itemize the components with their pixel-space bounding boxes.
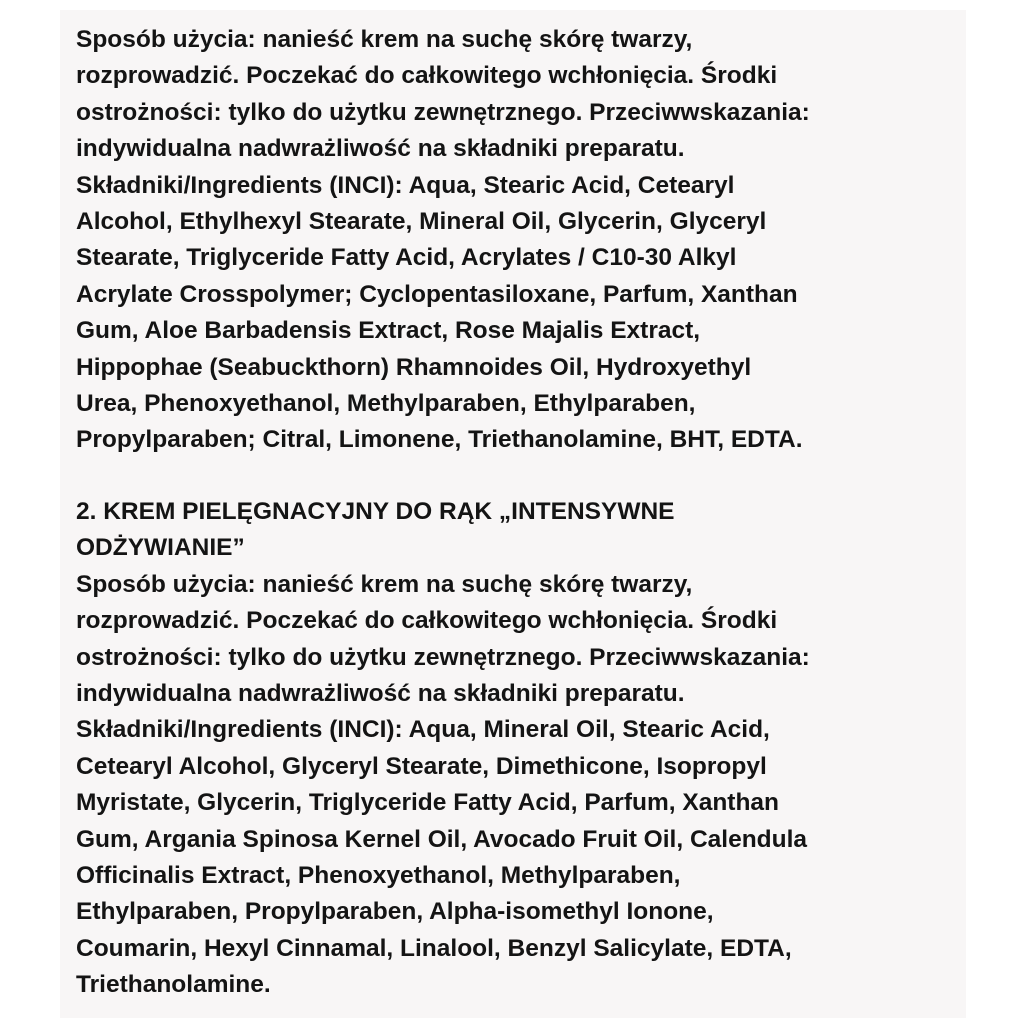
- section-1-line: Składniki/Ingredients (INCI): Aqua, Stearic Acid, Cetearyl: [76, 171, 735, 199]
- product-label: [60, 10, 966, 1018]
- section-1-line: Acrylate Crosspolymer; Cyclopentasiloxane, Parfum, Xanthan: [76, 280, 798, 308]
- section-1-line: Hippophae (Seabuckthorn) Rhamnoides Oil, Hydroxyethyl: [76, 353, 752, 381]
- section-1-line: Urea, Phenoxyethanol, Methylparaben, Ethylparaben,: [76, 389, 696, 417]
- section-1-line: Alcohol, Ethylhexyl Stearate, Mineral Oil, Glycerin, Glyceryl: [76, 207, 767, 235]
- section-1-line: Stearate, Triglyceride Fatty Acid, Acrylates / C10-30 Alkyl: [76, 244, 737, 272]
- section-1-line: indywidualna nadwrażliwość na składniki preparatu.: [76, 135, 685, 163]
- section-2-hand-cream: [76, 494, 956, 1003]
- section-1-line: rozprowadzić. Poczekać do całkowitego wchłonięcia. Środki: [76, 62, 778, 90]
- section-2-line: indywidualna nadwrażliwość na składniki preparatu.: [76, 679, 685, 707]
- section-2-line: Składniki/Ingredients (INCI): Aqua, Mineral Oil, Stearic Acid,: [76, 716, 770, 744]
- section-2-line: Sposób użycia: nanieść krem na suchę skórę twarzy,: [76, 570, 693, 598]
- section-2-line: Officinalis Extract, Phenoxyethanol, Methylparaben,: [76, 861, 681, 889]
- section-1-line: Propylparaben; Citral, Limonene, Triethanolamine, BHT, EDTA.: [76, 426, 803, 454]
- section-2-line: Gum, Argania Spinosa Kernel Oil, Avocado Fruit Oil, Calendula: [76, 825, 808, 853]
- section-2-line: Coumarin, Hexyl Cinnamal, Linalool, Benzyl Salicylate, EDTA,: [76, 934, 792, 962]
- section-2-line: Triethanolamine.: [76, 971, 271, 999]
- section-2-line: Myristate, Glycerin, Triglyceride Fatty Acid, Parfum, Xanthan: [76, 789, 779, 817]
- section-1-usage-and-ingredients: [76, 22, 956, 459]
- section-2-heading: ODŻYWIANIE”: [76, 534, 245, 562]
- section-2-line: rozprowadzić. Poczekać do całkowitego wchłonięcia. Środki: [76, 607, 778, 635]
- section-1-line: Sposób użycia: nanieść krem na suchę skórę twarzy,: [76, 26, 693, 53]
- section-2-line: ostrożności: tylko do użytku zewnętrznego. Przeciwwskazania:: [76, 643, 810, 671]
- section-1-line: Gum, Aloe Barbadensis Extract, Rose Majalis Extract,: [76, 317, 701, 345]
- section-1-line: ostrożności: tylko do użytku zewnętrznego. Przeciwwskazania:: [76, 98, 810, 126]
- section-2-heading: 2. KREM PIELĘGNACYJNY DO RĄK „INTENSYWNE: [76, 498, 675, 525]
- section-2-line: Ethylparaben, Propylparaben, Alpha-isomethyl Ionone,: [76, 898, 714, 926]
- section-2-line: Cetearyl Alcohol, Glyceryl Stearate, Dimethicone, Isopropyl: [76, 752, 767, 780]
